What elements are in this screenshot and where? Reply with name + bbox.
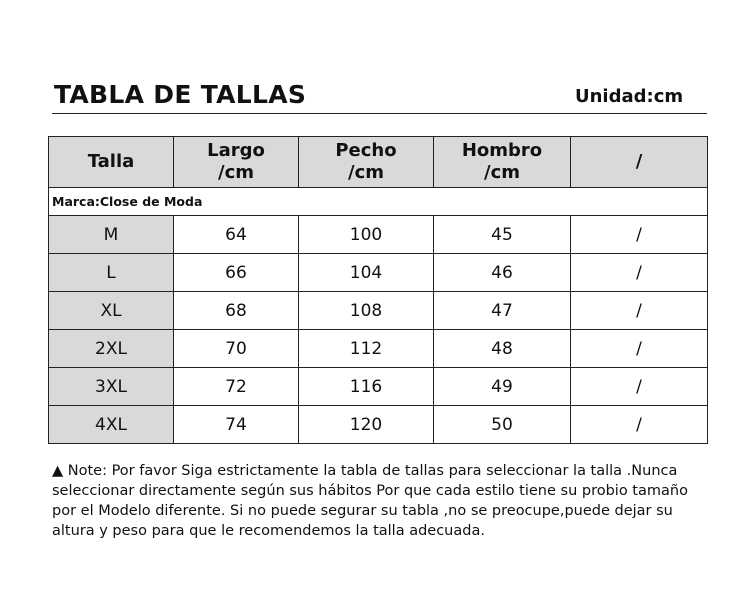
- column-header-extra: /: [571, 137, 708, 188]
- hombro-cell: 49: [434, 368, 571, 406]
- size-cell: 4XL: [49, 406, 174, 444]
- size-chart-table: [48, 136, 708, 444]
- column-header-talla: Talla: [49, 137, 174, 188]
- extra-cell: /: [571, 216, 708, 254]
- extra-cell: /: [571, 406, 708, 444]
- hombro-cell: 47: [434, 292, 571, 330]
- note-text: Note: Por favor Siga estrictamente la tabla de tallas para seleccionar la talla .Nunca seleccionar directamente según sus hábitos Por que cada estilo tiene su probio tamaño por el Modelo diferente. Si no puede segurar su tabla ,no se preocupe,puede dejar su altura y peso para que le recomendemos la talla adecuada.: [52, 463, 688, 539]
- hombro-cell: 48: [434, 330, 571, 368]
- largo-cell: 66: [174, 254, 299, 292]
- warning-triangle-icon: ▲: [52, 463, 64, 479]
- brand-row: [49, 188, 708, 216]
- brand-label: Marca:Close de Moda: [49, 188, 708, 216]
- pecho-cell: 104: [299, 254, 434, 292]
- largo-cell: 72: [174, 368, 299, 406]
- hombro-cell: 45: [434, 216, 571, 254]
- hombro-cell: 50: [434, 406, 571, 444]
- table-row: [49, 330, 708, 368]
- column-header-hombro: Hombro /cm: [434, 137, 571, 188]
- title-divider: [52, 113, 707, 114]
- largo-cell: 74: [174, 406, 299, 444]
- pecho-cell: 112: [299, 330, 434, 368]
- size-cell: M: [49, 216, 174, 254]
- pecho-cell: 100: [299, 216, 434, 254]
- column-header-pecho: Pecho /cm: [299, 137, 434, 188]
- size-note: [52, 461, 707, 541]
- size-cell: L: [49, 254, 174, 292]
- largo-cell: 68: [174, 292, 299, 330]
- size-cell: XL: [49, 292, 174, 330]
- pecho-cell: 116: [299, 368, 434, 406]
- table-row: [49, 216, 708, 254]
- size-cell: 2XL: [49, 330, 174, 368]
- header-row: [49, 137, 708, 188]
- extra-cell: /: [571, 292, 708, 330]
- largo-cell: 64: [174, 216, 299, 254]
- pecho-cell: 120: [299, 406, 434, 444]
- pecho-cell: 108: [299, 292, 434, 330]
- extra-cell: /: [571, 330, 708, 368]
- unit-label: Unidad:cm: [575, 86, 684, 107]
- extra-cell: /: [571, 254, 708, 292]
- extra-cell: /: [571, 368, 708, 406]
- page-title: TABLA DE TALLAS: [54, 80, 307, 109]
- table-row: [49, 406, 708, 444]
- column-header-largo: Largo /cm: [174, 137, 299, 188]
- table-row: [49, 368, 708, 406]
- hombro-cell: 46: [434, 254, 571, 292]
- table-row: [49, 292, 708, 330]
- size-cell: 3XL: [49, 368, 174, 406]
- table-row: [49, 254, 708, 292]
- largo-cell: 70: [174, 330, 299, 368]
